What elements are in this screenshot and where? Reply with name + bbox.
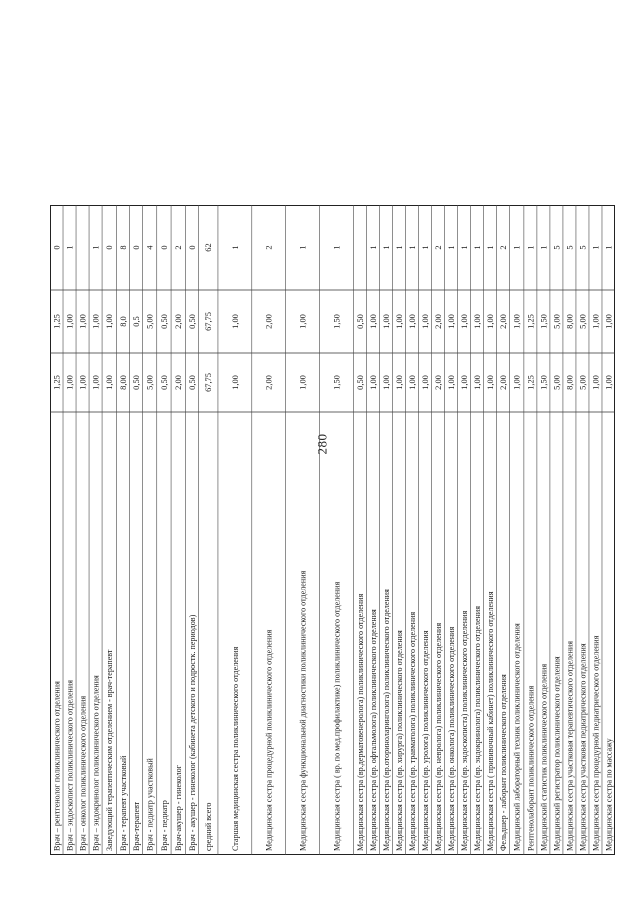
- staff-table: [50, 205, 615, 855]
- value-c: 8: [118, 245, 128, 250]
- position-name: Медицинская сестра (вр. эндокринолога) поликлинического отделения: [473, 606, 482, 851]
- position-name: Медицинская сестра функциональной диагностики поликлинического отделения: [298, 570, 308, 851]
- value-c: 1: [539, 245, 549, 250]
- value-b: 1,00: [105, 314, 115, 329]
- value-a: 1,00: [604, 375, 614, 390]
- value-c: 4: [145, 245, 155, 250]
- value-c: 1: [460, 245, 469, 250]
- value-c: 1: [298, 245, 308, 250]
- table-row: [286, 205, 308, 855]
- table-row: [63, 205, 74, 855]
- position-name: Медицинский лабораторный техник поликлинического отделения: [512, 623, 522, 851]
- value-b: 1,00: [230, 314, 240, 329]
- value-c: 0: [131, 245, 141, 250]
- value-a: 1,00: [105, 375, 115, 390]
- table-row: [185, 205, 197, 855]
- page-number: 280: [314, 433, 330, 455]
- value-b: 2,00: [433, 314, 443, 329]
- value-b: 1,00: [407, 314, 417, 329]
- value-b: 1,00: [65, 314, 75, 329]
- value-b: 1,00: [368, 314, 378, 329]
- value-c: 1: [381, 245, 391, 250]
- position-name: Медицинская сестра (вр. офтальмолога) поликлинического отделения: [368, 609, 378, 851]
- position-name: Медицинская сестра (вр. травматолога) поликлинического отделения: [407, 611, 417, 851]
- table-row: [470, 205, 482, 855]
- table-row: [563, 205, 574, 855]
- value-a: 1,00: [65, 375, 75, 390]
- value-c: 1: [526, 245, 536, 250]
- table-row: [218, 205, 240, 855]
- value-b: 1,00: [91, 314, 101, 329]
- table-row: [89, 205, 101, 855]
- value-c: 1: [65, 245, 75, 250]
- table-row: [444, 205, 456, 855]
- value-b: 1,50: [539, 314, 549, 329]
- value-a: 1,00: [78, 375, 88, 390]
- position-name: Медицинская сестра процедурной педиатрического отделения: [591, 635, 601, 851]
- value-a: 1,00: [298, 375, 308, 390]
- value-a: 1,00: [512, 375, 522, 390]
- value-b: 5,00: [145, 314, 155, 329]
- value-b: 2,00: [174, 314, 184, 329]
- position-name: Медицинская сестра участковая педиатрического отделения: [578, 643, 588, 851]
- position-name: Врач – рентгенолог поликлинического отделения: [52, 681, 62, 851]
- value-b: 1,25: [52, 314, 62, 329]
- value-b: 2,00: [499, 314, 508, 329]
- value-a: 1,00: [447, 375, 456, 390]
- value-b: 1,00: [473, 314, 482, 329]
- value-b: 1,25: [526, 314, 536, 329]
- value-a: 8,00: [118, 375, 128, 390]
- value-c: 2: [174, 245, 184, 250]
- value-c: 62: [204, 243, 214, 252]
- value-a: 1,00: [407, 375, 417, 390]
- table-row: [484, 205, 495, 855]
- position-name: Врач – онколог поликлинического отделения: [78, 695, 88, 851]
- table-row: [366, 205, 378, 855]
- value-b: 0,50: [187, 314, 197, 329]
- value-b: 5,00: [578, 314, 588, 329]
- value-a: 1,00: [460, 375, 469, 390]
- value-b: 1,00: [394, 314, 404, 329]
- table-row: [157, 205, 169, 855]
- position-name: Медицинская сестра процедурной поликлинического отделения: [264, 629, 274, 851]
- value-a: 0,50: [131, 375, 141, 390]
- position-name: Медицинская сестра по массажу: [604, 738, 614, 851]
- value-a: 1,00: [368, 375, 378, 390]
- value-b: 1,00: [78, 314, 88, 329]
- table-row: [392, 205, 404, 855]
- value-c: 2: [264, 245, 274, 250]
- staff-table-holder: [50, 205, 615, 855]
- value-a: 0,50: [159, 375, 169, 390]
- value-a: 5,00: [145, 375, 155, 390]
- value-b: 1,00: [381, 314, 391, 329]
- table-row: [353, 205, 364, 855]
- value-a: 1,50: [332, 375, 342, 390]
- value-c: 1: [91, 245, 101, 250]
- table-row: [497, 205, 508, 855]
- value-c: 0: [52, 245, 62, 250]
- value-b: 0,50: [355, 314, 365, 329]
- value-a: 0,50: [187, 375, 197, 390]
- value-c: 1: [332, 245, 342, 250]
- position-name: Медицинская сестра (вр. уролога) поликлинического отделения: [420, 630, 430, 851]
- table-row: [319, 205, 341, 855]
- position-name: Врач-терапевт: [131, 801, 141, 851]
- value-c: 2: [433, 245, 443, 250]
- table-row: [457, 205, 469, 855]
- value-c: 5: [578, 245, 588, 250]
- table-row: [379, 205, 391, 855]
- value-c: 1: [394, 245, 404, 250]
- value-c: 2: [499, 245, 508, 250]
- value-b: 0,5: [131, 316, 141, 327]
- value-b: 1,00: [420, 314, 430, 329]
- value-a: 2,00: [433, 375, 443, 390]
- position-name: Заведующий терапевтическим отделением - врач-терапевт: [105, 649, 115, 851]
- position-name: Старшая медицинская сестра поликлинического отделения: [230, 646, 240, 851]
- position-name: Медицинская сестра участковая терапевтического отделения: [565, 641, 575, 851]
- position-name: Медицинский регистратор поликлинического отделения: [552, 656, 562, 851]
- position-name: Медицинская сестра ( вр. по мед.профилактике) поликлинического отделения: [332, 581, 342, 851]
- position-name: Врач – эндоскопист поликлинического отделения: [65, 680, 75, 851]
- table-row: [510, 205, 522, 855]
- table-row: [171, 205, 183, 855]
- value-c: 1: [230, 245, 240, 250]
- value-a: 2,00: [499, 375, 508, 390]
- value-c: 1: [591, 245, 601, 250]
- position-name: Медицинский статистик поликлинического отделения: [539, 663, 549, 851]
- position-name: Врач - педиатр: [159, 800, 169, 851]
- value-b: 1,00: [298, 314, 308, 329]
- value-a: 1,50: [539, 375, 549, 390]
- value-b: 1,00: [591, 314, 601, 329]
- table-row: [418, 205, 429, 855]
- table-row: [142, 205, 154, 855]
- table-row: [602, 205, 614, 855]
- table-row: [76, 205, 87, 855]
- position-name: Медицинская сестра (вр. эндоскописта) поликлинического отделения: [460, 610, 469, 851]
- position-name: Медицинская сестра ( прививочный кабинет) поликлинического отделения: [486, 591, 495, 851]
- value-b: 1,50: [332, 314, 342, 329]
- value-a: 1,00: [91, 375, 101, 390]
- position-name: Врач – эндокринолог поликлинического отделения: [91, 675, 101, 851]
- table-row: [576, 205, 588, 855]
- position-name: Врач - акушер - гинеколог (кабинета детского и подростк. периодов): [187, 614, 197, 851]
- table-row: [537, 205, 549, 855]
- value-a: 1,25: [526, 375, 536, 390]
- value-b: 2,00: [264, 314, 274, 329]
- value-c: 1: [512, 245, 522, 250]
- table-row: [252, 205, 274, 855]
- value-c: 1: [420, 245, 430, 250]
- value-a: 1,00: [230, 375, 240, 390]
- value-b: 1,00: [512, 314, 522, 329]
- table-row: [550, 205, 561, 855]
- value-c: 0: [159, 245, 169, 250]
- value-b: 0,50: [159, 314, 169, 329]
- value-b: 1,00: [486, 314, 495, 329]
- table-row: [198, 205, 213, 855]
- position-name: Медицинская сестра (вр. хирурга) поликлинического отделения: [394, 630, 404, 851]
- value-c: 1: [368, 245, 378, 250]
- table-row: [102, 205, 114, 855]
- value-a: 1,00: [394, 375, 404, 390]
- value-a: 5,00: [578, 375, 588, 390]
- value-c: 1: [447, 245, 456, 250]
- value-a: 1,25: [52, 375, 62, 390]
- value-a: 0,50: [355, 375, 365, 390]
- position-name: Рентгенолаборант поликлинического отделения: [526, 685, 536, 851]
- value-b: 1,00: [447, 314, 456, 329]
- value-c: 0: [187, 245, 197, 250]
- position-name: Врач-акушер - гинеколог: [174, 765, 184, 851]
- value-b: 1,00: [460, 314, 469, 329]
- value-a: 1,00: [486, 375, 495, 390]
- value-a: 1,00: [473, 375, 482, 390]
- position-name: Врач - педиатр участковый: [145, 758, 155, 851]
- value-a: 67,75: [204, 373, 214, 392]
- value-c: 1: [407, 245, 417, 250]
- value-b: 8,00: [565, 314, 575, 329]
- position-name: средний всего: [204, 802, 214, 851]
- position-name: Медицинская сестра (вр. невролога) поликлинического отделения: [433, 622, 443, 851]
- value-b: 67,75: [204, 312, 214, 331]
- table-row: [524, 205, 536, 855]
- table-row: [129, 205, 140, 855]
- value-a: 2,00: [264, 375, 274, 390]
- value-c: 1: [486, 245, 495, 250]
- position-name: Медицинская сестра (вр.дерматовенеролога) поликлинического отделения: [355, 593, 365, 851]
- value-b: 1,00: [604, 314, 614, 329]
- value-b: 8,0: [118, 316, 128, 327]
- table-row: [53, 245, 62, 851]
- value-c: 1: [604, 245, 614, 250]
- table-row: [405, 205, 416, 855]
- position-name: Фельдшер - лаборант поликлинического отделения: [499, 674, 508, 851]
- value-c: 5: [552, 245, 562, 250]
- value-a: 1,00: [420, 375, 430, 390]
- value-a: 8,00: [565, 375, 575, 390]
- value-c: 1: [473, 245, 482, 250]
- value-c: 0: [105, 245, 115, 250]
- position-name: Медицинская сестра (вр.оториноларинголога) поликлинического отделения: [381, 589, 391, 851]
- value-a: 5,00: [552, 375, 562, 390]
- value-a: 1,00: [591, 375, 601, 390]
- value-c: 5: [565, 245, 575, 250]
- table-row: [431, 205, 442, 855]
- position-name: Врач - терапевт участковый: [118, 755, 128, 851]
- value-a: 2,00: [174, 375, 184, 390]
- value-b: 5,00: [552, 314, 562, 329]
- position-name: Медицинская сестра (вр. онколога) поликлинического отделения: [447, 626, 456, 851]
- value-a: 1,00: [381, 375, 391, 390]
- table-row: [116, 205, 128, 855]
- table-row: [589, 205, 601, 855]
